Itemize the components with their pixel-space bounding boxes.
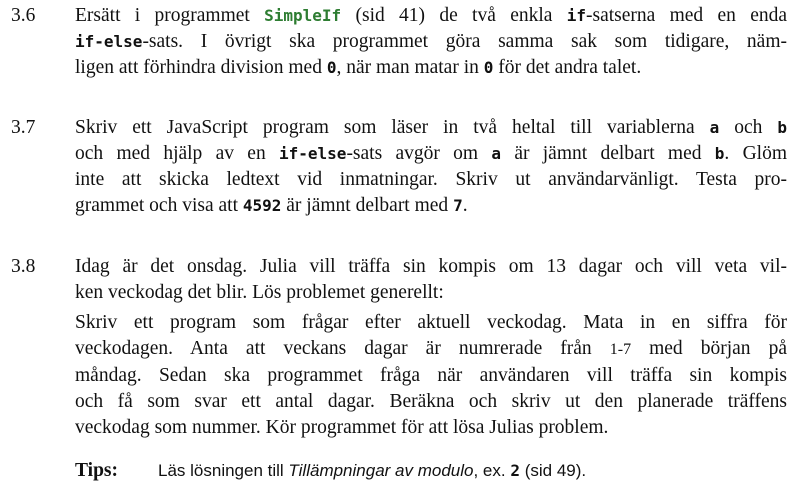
text-line	[75, 415, 787, 441]
text-line	[75, 310, 787, 336]
code-a: a	[709, 118, 720, 137]
code-a: a	[491, 144, 502, 163]
tips-reference: Tillämpningar av modulo	[288, 461, 474, 480]
text-line	[75, 280, 787, 306]
text-run: och få som svar ett antal dagar. Beräkna och skriv ut den planerade träffens	[75, 391, 787, 412]
exercise-number: 3.7	[11, 117, 36, 138]
tips-ex-number: 2	[510, 461, 520, 480]
text-run: grammet och visa att	[75, 195, 243, 216]
exercise-text	[75, 115, 787, 219]
text-run: med början på	[631, 338, 788, 359]
text-run: ligen att förhindra division med	[75, 57, 327, 78]
text-run: Skriv ett JavaScript program som läser in två heltal till variablerna	[75, 117, 710, 138]
text-line	[75, 141, 787, 167]
text-line	[75, 389, 787, 415]
tips-text: , ex.	[473, 461, 511, 480]
exercise-number: 3.8	[11, 256, 36, 277]
tips-text: (sid 49).	[519, 461, 587, 480]
code-b: b	[714, 144, 725, 163]
text-run: inte att skicka ledtext vid inmatningar. Skriv ut användarvänligt. Testa pro-	[75, 169, 787, 190]
code-b: b	[777, 118, 787, 137]
text-line	[75, 336, 787, 363]
text-line	[75, 167, 787, 193]
text-line	[75, 29, 787, 55]
text-run: för det andra talet.	[493, 57, 642, 78]
text-line	[75, 193, 787, 219]
exercise-text	[75, 254, 787, 306]
code-4592: 4592	[242, 196, 282, 215]
code-if: if	[566, 6, 586, 25]
text-run: .	[462, 195, 468, 216]
text-line	[75, 55, 787, 81]
text-run: Idag är det onsdag. Julia vill träffa sin kompis om 13 dagar och vill veta vil-	[75, 256, 787, 277]
text-line	[75, 3, 787, 29]
text-run: Ersätt i programmet	[75, 5, 265, 26]
exercise-text	[75, 3, 787, 81]
text-run: , när man matar in	[336, 57, 484, 78]
text-run: och med hjälp av en	[75, 143, 279, 164]
text-run: -satserna med en enda	[586, 5, 788, 26]
tips-line	[75, 458, 586, 484]
code-if-else: if-else	[279, 144, 347, 163]
code-zero: 0	[326, 58, 337, 77]
exercise-subtext	[75, 310, 787, 441]
text-run: är jämnt delbart med	[281, 195, 454, 216]
text-run: och	[719, 117, 778, 138]
text-run: är jämnt delbart med	[501, 143, 715, 164]
range-1-7: 1-7	[609, 341, 632, 358]
code-simpleif: SimpleIf	[264, 6, 342, 25]
text-run: måndag. Sedan ska programmet fråga när användaren vill träffa sin kompis	[75, 365, 787, 386]
text-run: ken veckodag det blir. Lös problemet generellt:	[75, 282, 444, 303]
text-line	[75, 363, 787, 389]
code-zero: 0	[483, 58, 494, 77]
text-run: veckodagen. Anta att veckans dagar är numrerade från	[75, 338, 610, 359]
text-run: veckodag som nummer. Kör programmet för att lösa Julias problem.	[75, 417, 609, 438]
code-if-else: if-else	[75, 32, 143, 51]
text-run: Skriv ett program som frågar efter aktuell veckodag. Mata in en siffra för	[75, 312, 787, 333]
exercise-number: 3.6	[11, 5, 36, 26]
code-7: 7	[453, 196, 463, 215]
text-line	[75, 115, 787, 141]
text-run: (sid 41) de två enkla	[341, 5, 567, 26]
text-run: -sats. I övrigt ska programmet göra samma sak som tidigare, näm-	[142, 31, 787, 52]
tips-label: Tips:	[75, 460, 118, 481]
text-run: -sats avgör om	[346, 143, 492, 164]
text-run: . Glöm	[724, 143, 788, 164]
tips-text: Läs lösningen till	[158, 461, 289, 480]
text-line	[75, 254, 787, 280]
